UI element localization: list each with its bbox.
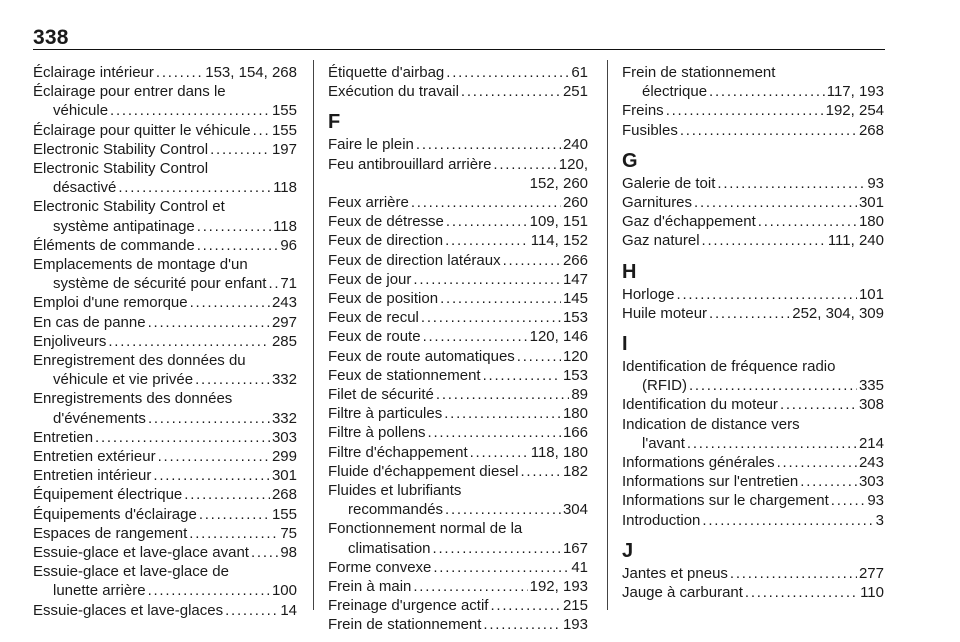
entry-pages: 308 [858, 396, 884, 414]
entry-term: véhicule [53, 102, 109, 120]
entry-term: désactivé [53, 179, 117, 197]
dot-leader [153, 466, 270, 485]
header-rule [33, 49, 885, 50]
entry-term: climatisation [348, 539, 431, 557]
entry-pages: 251 [562, 83, 588, 101]
entry-pages-continued: 152, 260 [529, 174, 588, 192]
dot-leader [680, 121, 857, 140]
column-divider [313, 60, 314, 610]
entry-term: Feux de détresse [328, 213, 444, 231]
entry-term-last-line [622, 376, 884, 395]
dot-leader [416, 135, 561, 154]
section-letter: J [622, 539, 634, 562]
dot-leader [758, 212, 857, 231]
entry-term: Filtre d'échappement [328, 443, 468, 461]
dot-leader [199, 505, 270, 524]
index-entry [33, 485, 297, 504]
index-entry [33, 82, 297, 120]
dot-leader [702, 511, 873, 530]
entry-term: Emploi d'une remorque [33, 294, 188, 312]
entry-pages: 75 [280, 524, 297, 542]
entry-term: Fonctionnement normal de la [328, 520, 523, 538]
entry-pages: 153, 154, 268 [205, 64, 297, 81]
dot-leader [446, 63, 569, 82]
dot-leader [445, 231, 529, 250]
entry-pages: 243 [271, 294, 297, 312]
entry-term: véhicule et vie privée [53, 371, 194, 389]
index-entry [328, 596, 588, 615]
entry-pages: 180 [562, 405, 588, 423]
dot-leader [110, 101, 270, 120]
entry-term: Enregistrements des données [33, 390, 233, 408]
entry-term: Huile moteur [622, 304, 708, 322]
index-entry [33, 389, 297, 427]
dot-leader [461, 82, 561, 101]
dot-leader [225, 601, 278, 620]
entry-term: Équipements d'éclairage [33, 505, 197, 523]
entry-term: Electronic Stability Control et [33, 198, 225, 216]
entry-term: Essuie-glaces et lave-glaces [33, 601, 224, 619]
index-entry [622, 415, 884, 453]
index-entry [328, 135, 588, 154]
entry-pages: 147 [562, 270, 588, 288]
dot-leader [433, 539, 561, 558]
entry-pages: 303 [858, 473, 884, 491]
entry-pages: 111, 240 [827, 232, 884, 250]
entry-term: Éclairage intérieur [33, 64, 154, 81]
index-entry [328, 212, 588, 231]
index-entry [622, 193, 884, 212]
entry-term: Enregistrement des données du [33, 352, 246, 370]
dot-leader [490, 596, 561, 615]
entry-pages: 109, 151 [529, 213, 588, 231]
dot-leader [666, 101, 824, 120]
entry-term: recommandés [348, 501, 444, 519]
dot-leader [421, 308, 561, 327]
dot-leader [521, 462, 561, 481]
section-letter: F [328, 111, 341, 134]
entry-term-last-line [33, 178, 297, 197]
entry-term: Fluide d'échappement diesel [328, 462, 519, 480]
entry-term: l'avant [642, 434, 685, 452]
dot-leader [189, 524, 278, 543]
entry-pages: 153 [562, 309, 588, 327]
index-entry [622, 285, 884, 304]
index-entry [328, 577, 588, 596]
index-entry [328, 63, 588, 82]
index-entry [328, 462, 588, 481]
dot-leader [483, 615, 561, 634]
entry-pages: 303 [271, 428, 297, 446]
entry-term-last-line [328, 500, 588, 519]
entry-term: Introduction [622, 511, 701, 529]
index-entry [622, 212, 884, 231]
index-entry [33, 332, 297, 351]
entry-term: Indication de distance vers [622, 415, 800, 433]
entry-term: Identification de fréquence radio [622, 358, 836, 376]
entry-pages: 61 [571, 64, 588, 81]
entry-pages: 71 [280, 275, 297, 293]
dot-leader [413, 270, 561, 289]
entry-term: système antipatinage [53, 217, 195, 235]
entry-pages: 301 [271, 467, 297, 485]
index-entry [328, 558, 588, 577]
entry-term-last-line [622, 82, 884, 101]
index-entry [33, 121, 297, 140]
entry-term: Essuie-glace et lave-glace avant [33, 544, 249, 562]
entry-pages: 192, 254 [825, 102, 884, 120]
dot-leader [108, 332, 270, 351]
entry-pages: 120, 146 [529, 328, 588, 346]
entry-term-last-line [33, 370, 297, 389]
entry-term: Feux de position [328, 290, 439, 308]
entry-pages: 93 [867, 174, 884, 192]
entry-term: Informations générales [622, 454, 775, 472]
dot-leader [423, 327, 528, 346]
index-entry [33, 351, 297, 389]
index-entry [622, 564, 884, 583]
index-entry [622, 231, 884, 250]
dot-leader [717, 174, 865, 193]
dot-leader [411, 193, 561, 212]
entry-pages: 192, 193 [529, 578, 588, 596]
entry-term: Faire le plein [328, 136, 414, 154]
entry-term: Informations sur le chargement [622, 492, 829, 510]
index-entry [33, 543, 297, 562]
index-entry [328, 270, 588, 289]
entry-pages: 182 [562, 462, 588, 480]
index-entry [33, 293, 297, 312]
entry-pages: 260 [562, 194, 588, 212]
dot-leader [210, 140, 270, 159]
dot-leader [148, 409, 270, 428]
dot-leader [158, 447, 270, 466]
section-letter: H [622, 260, 637, 283]
entry-pages: 215 [562, 597, 588, 615]
entry-pages: 120, [558, 155, 588, 173]
index-entry [328, 155, 588, 174]
entry-term: Équipement électrique [33, 486, 183, 504]
entry-term: Gaz naturel [622, 232, 700, 250]
entry-pages: 277 [858, 564, 884, 582]
index-entry [622, 491, 884, 510]
dot-leader [444, 404, 561, 423]
index-entry [622, 63, 884, 101]
index-entry [622, 511, 884, 530]
entry-pages: 301 [858, 194, 884, 212]
index-entry [622, 101, 884, 120]
dot-leader [677, 285, 857, 304]
entry-term-last-line [33, 581, 297, 600]
entry-term: Entretien extérieur [33, 448, 156, 466]
dot-leader [197, 236, 279, 255]
index-entry [33, 601, 297, 620]
index-entry [328, 615, 588, 634]
entry-pages: 243 [858, 454, 884, 472]
index-entry [328, 481, 588, 519]
entry-pages: 96 [280, 236, 297, 254]
entry-pages: 118 [273, 217, 297, 235]
entry-term: Freinage d'urgence actif [328, 597, 489, 615]
dot-leader [831, 491, 866, 510]
entry-pages: 14 [280, 601, 297, 619]
entry-term: Filtre à pollens [328, 424, 426, 442]
entry-term: Jauge à carburant [622, 584, 743, 602]
entry-term: Essuie-glace et lave-glace de [33, 563, 229, 581]
entry-term: Fusibles [622, 121, 678, 139]
entry-term: Informations sur l'entretien [622, 473, 799, 491]
entry-pages: 153 [562, 366, 588, 384]
entry-term: Exécution du travail [328, 83, 459, 101]
entry-term-last-line [33, 101, 297, 120]
dot-leader [730, 564, 857, 583]
dot-leader [433, 558, 569, 577]
entry-term: lunette arrière [53, 582, 146, 600]
entry-term: Éclairage pour quitter le véhicule [33, 121, 251, 139]
entry-pages: 332 [271, 371, 297, 389]
entry-term: Filet de sécurité [328, 386, 434, 404]
entry-pages: 214 [858, 434, 884, 452]
dot-leader [780, 395, 857, 414]
entry-term: d'événements [53, 409, 146, 427]
entry-term: Entretien intérieur [33, 467, 152, 485]
index-entry [33, 562, 297, 600]
index-column-1 [33, 63, 297, 620]
entry-pages: 252, 304, 309 [792, 304, 884, 322]
index-entry [622, 583, 884, 602]
index-entry [33, 159, 297, 197]
entry-term: Feux de direction latéraux [328, 251, 501, 269]
entry-term: Étiquette d'airbag [328, 64, 445, 81]
entry-term: Éléments de commande [33, 236, 195, 254]
dot-leader [428, 423, 561, 442]
index-entry [33, 236, 297, 255]
entry-term: Identification du moteur [622, 396, 778, 414]
index-entry [622, 395, 884, 414]
entry-pages: 89 [571, 386, 588, 404]
section-letter: I [622, 333, 628, 356]
column-divider [607, 60, 608, 610]
index-entry [328, 308, 588, 327]
dot-leader [440, 289, 561, 308]
entry-term: Fluides et lubrifiants [328, 482, 462, 500]
entry-pages: 98 [280, 544, 297, 562]
entry-pages: 299 [271, 448, 297, 466]
entry-term-last-line [33, 217, 297, 236]
index-column-2 [328, 63, 588, 635]
dot-leader [483, 366, 561, 385]
dot-leader [253, 121, 270, 140]
entry-pages: 266 [562, 251, 588, 269]
dot-leader [445, 500, 561, 519]
page-number: 338 [33, 26, 69, 49]
index-entry [622, 357, 884, 395]
dot-leader [446, 212, 528, 231]
entry-pages: 167 [562, 539, 588, 557]
entry-pages: 3 [875, 511, 884, 529]
index-entry [33, 197, 297, 235]
entry-term: Frein de stationnement [622, 64, 776, 81]
dot-leader [709, 304, 790, 323]
entry-pages: 101 [858, 285, 884, 303]
index-entry [328, 82, 588, 101]
section-letter: G [622, 149, 638, 172]
index-entry [328, 404, 588, 423]
index-entry [328, 443, 588, 462]
entry-term: Feux de recul [328, 309, 419, 327]
dot-leader [687, 434, 857, 453]
entry-pages: 145 [562, 290, 588, 308]
entry-pages: 41 [571, 558, 588, 576]
entry-term: électrique [642, 83, 708, 101]
entry-term: Forme convexe [328, 558, 432, 576]
dot-leader [413, 577, 527, 596]
entry-term: Entretien [33, 428, 94, 446]
dot-leader [95, 428, 270, 447]
index-entry [622, 453, 884, 472]
index-entry [328, 193, 588, 212]
entry-term: Horloge [622, 285, 675, 303]
index-entry [328, 289, 588, 308]
dot-leader [436, 385, 569, 404]
entry-pages: 193 [562, 616, 588, 634]
entry-pages: 93 [867, 492, 884, 510]
dot-leader [745, 583, 858, 602]
index-entry [622, 174, 884, 193]
entry-pages: 120 [562, 347, 588, 365]
entry-pages: 268 [858, 121, 884, 139]
entry-term: Emplacements de montage d'un [33, 256, 248, 274]
entry-pages: 297 [271, 313, 297, 331]
index-entry [33, 447, 297, 466]
entry-term: Frein à main [328, 578, 412, 596]
entry-pages: 100 [271, 582, 297, 600]
entry-term: Feux de route [328, 328, 421, 346]
dot-leader [148, 313, 270, 332]
entry-term-last-line [328, 539, 588, 558]
index-column-3 [622, 63, 884, 602]
index-entry [622, 304, 884, 323]
index-entry [622, 121, 884, 140]
dot-leader [800, 472, 857, 491]
entry-term: Garnitures [622, 194, 693, 212]
dot-leader [777, 453, 857, 472]
dot-leader [493, 155, 556, 174]
entry-term: Espaces de rangement [33, 524, 188, 542]
entry-pages: 155 [271, 121, 297, 139]
dot-leader [148, 581, 270, 600]
index-entry [33, 428, 297, 447]
dot-leader [190, 293, 270, 312]
index-entry [328, 231, 588, 250]
dot-leader [118, 178, 271, 197]
entry-term-last-line [33, 409, 297, 428]
dot-leader [195, 370, 270, 389]
index-entry [33, 313, 297, 332]
entry-pages: 304 [562, 501, 588, 519]
dot-leader [268, 274, 278, 293]
entry-pages: 285 [271, 332, 297, 350]
entry-term: Gaz d'échappement [622, 213, 756, 231]
dot-leader [694, 193, 857, 212]
entry-pages: 335 [858, 377, 884, 395]
dot-leader [184, 485, 270, 504]
entry-term: Electronic Stability Control [33, 140, 209, 158]
entry-pages: 118 [273, 179, 297, 197]
entry-pages: 118, 180 [530, 443, 588, 461]
entry-pages: 155 [271, 505, 297, 523]
dot-leader [503, 251, 561, 270]
entry-pages: 155 [271, 102, 297, 120]
entry-term: En cas de panne [33, 313, 146, 331]
index-entry [328, 251, 588, 270]
entry-term: (RFID) [642, 377, 687, 395]
entry-pages: 332 [271, 409, 297, 427]
entry-term: Filtre à particules [328, 405, 443, 423]
entry-term: Éclairage pour entrer dans le [33, 83, 226, 101]
entry-pages: 268 [271, 486, 297, 504]
entry-pages: 197 [271, 140, 297, 158]
entry-term: Frein de stationnement [328, 616, 482, 634]
index-entry [328, 347, 588, 366]
entry-term: Feux de route automatiques [328, 347, 515, 365]
index-entry [622, 472, 884, 491]
dot-leader [197, 217, 271, 236]
index-entry [33, 140, 297, 159]
dot-leader [156, 63, 203, 82]
entry-term: Feux de jour [328, 270, 412, 288]
index-entry [33, 524, 297, 543]
entry-term-last-line [622, 434, 884, 453]
index-entry [33, 63, 297, 82]
entry-pages: 180 [858, 213, 884, 231]
index-entry [33, 505, 297, 524]
entry-term: système de sécurité pour enfant [53, 275, 267, 293]
dot-leader [470, 443, 529, 462]
entry-term: Jantes et pneus [622, 564, 728, 582]
entry-term-last-line [33, 274, 297, 293]
entry-pages: 240 [562, 136, 588, 154]
entry-term: Freins [622, 102, 664, 120]
index-entry [328, 385, 588, 404]
dot-leader [689, 376, 857, 395]
entry-term: Enjoliveurs [33, 332, 107, 350]
entry-pages: 166 [562, 424, 588, 442]
entry-term: Feux de direction [328, 232, 444, 250]
entry-pages: 110 [860, 584, 884, 602]
index-entry [328, 519, 588, 557]
entry-term: Feux arrière [328, 194, 409, 212]
entry-term: Feu antibrouillard arrière [328, 155, 492, 173]
dot-leader [517, 347, 561, 366]
index-entry [33, 255, 297, 293]
index-entry [328, 327, 588, 346]
entry-term: Feux de stationnement [328, 366, 481, 384]
dot-leader [709, 82, 825, 101]
dot-leader [702, 231, 826, 250]
index-entry [328, 423, 588, 442]
entry-pages: 117, 193 [826, 83, 884, 101]
entry-term: Galerie de toit [622, 174, 716, 192]
index-entry [33, 466, 297, 485]
entry-term: Electronic Stability Control [33, 160, 209, 178]
entry-pages: 114, 152 [530, 232, 588, 250]
index-entry [328, 366, 588, 385]
dot-leader [251, 543, 278, 562]
